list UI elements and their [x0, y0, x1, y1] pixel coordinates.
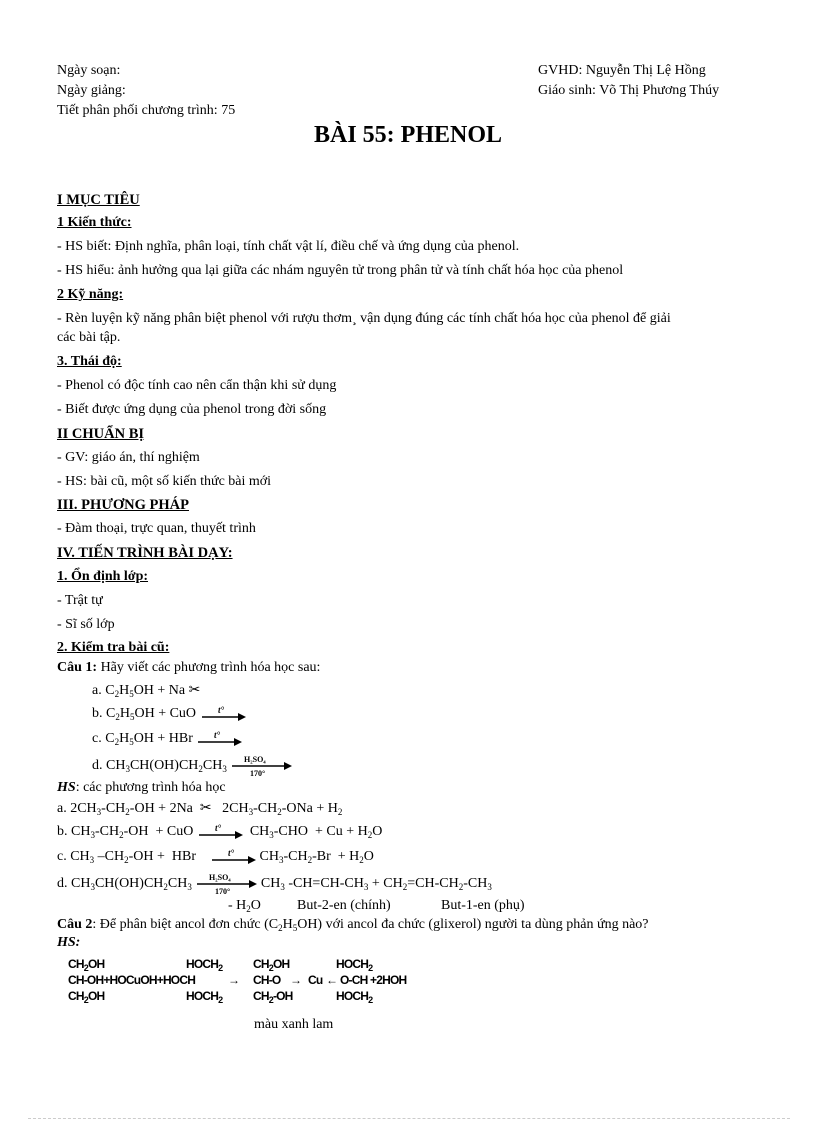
gvhd: GVHD: Nguyễn Thị Lệ Hồng — [538, 63, 706, 78]
answer-d: d. $CH_3CH(OH)CH_2CH_3$ H₂SO₄ 170° $CH_3$ $-CH=CH-CH_3 + CH_2=CH-CH_2-CH_3$ — [57, 873, 492, 896]
answer-b: b. $CH_3-CH_2-OH$ + CuO t° $CH_3$-CHO + $Cu + H_2O$ — [57, 824, 383, 841]
ky-nang-1: - Rèn luyện kỹ năng phân biệt phenol với rượu thơm¸ vận dụng đúng các tính chất hóa học của phenol để giải — [57, 311, 671, 326]
but-2-en-label: But-2-en (chính) — [297, 898, 391, 913]
arrow-t0-icon — [200, 706, 246, 722]
giao-sinh: Giáo sinh: Võ Thị Phương Thúy — [538, 83, 720, 98]
chuan-bi-2: - HS: bài cũ, một số kiến thức bài mới — [57, 474, 272, 489]
answer-d-water: - $H_2O$ — [228, 898, 261, 914]
svg-text:t°: t° — [228, 849, 235, 858]
cau-2-hs-label: HS: — [57, 935, 81, 950]
cau-2-question: Câu 2: Để phân biệt ancol đơn chức $(C_2H_5OH)$ với ancol đa chức (glixerol) người ta dùng phản ứng nào? — [57, 917, 649, 933]
arrow-h2so4-icon — [230, 754, 292, 778]
tiet-phan-phoi: Tiết phân phối chương trình: 75 — [57, 103, 236, 118]
subsection-kien-thuc: 1 Kiến thức: — [57, 215, 132, 230]
page-bottom-divider — [28, 1118, 790, 1119]
page-title: BÀI 55: PHENOL — [313, 122, 502, 148]
hs-answer-label: HS: các phương trình hóa học — [57, 780, 226, 795]
subsection-thai-do: 3. Thái độ: — [57, 354, 122, 369]
on-dinh-2: - Sĩ số lớp — [57, 617, 115, 632]
arrow-t0-icon — [196, 731, 242, 747]
svg-text:t°: t° — [217, 706, 224, 715]
scissors-icon: ✂ — [199, 801, 212, 816]
ngay-soan: Ngày soạn: — [57, 63, 121, 78]
svg-text:170°: 170° — [250, 769, 266, 778]
section-muc-tieu: I MỤC TIÊU — [57, 192, 140, 208]
ngay-giang: Ngày giảng: — [57, 83, 126, 98]
arrow-h2so4-icon — [195, 872, 257, 896]
subsection-on-dinh: 1. Ổn định lớp: — [57, 569, 149, 584]
thai-do-1: - Phenol có độc tính cao nên cẩn thận khi sử dụng — [57, 378, 337, 393]
section-phuong-phap: III. PHƯƠNG PHÁP — [57, 497, 189, 513]
arrow-t0-icon — [197, 824, 243, 840]
but-1-en-label: But-1-en (phụ) — [441, 898, 525, 913]
kien-thuc-2: - HS hiểu: ảnh hưởng qua lại giữa các nhám nguyên tử trong phân tử và tính chất hóa học của phenol — [57, 263, 624, 278]
mau-xanh-lam: màu xanh lam — [254, 1017, 334, 1032]
svg-text:H₂SO₄: H₂SO₄ — [209, 873, 232, 882]
cau-1-c: c. $C_2H_5OH$ + HBr t° — [92, 731, 242, 747]
kien-thuc-1: - HS biết: Định nghĩa, phân loại, tính chất vật lí, điều chế và ứng dụng của phenol. — [57, 239, 520, 254]
svg-text:170°: 170° — [215, 887, 231, 896]
svg-text:H₂SO₄: H₂SO₄ — [244, 755, 267, 764]
scissors-icon: ✂ — [188, 683, 201, 698]
answer-c: c. $CH_3$ $-CH_2-OH$ + HBr t° $CH_3-CH_2-Br + H_2O$ — [57, 849, 374, 866]
ky-nang-2: các bài tập. — [57, 330, 121, 345]
arrow-t0-icon — [210, 849, 256, 865]
on-dinh-1: - Trật tự — [57, 593, 103, 608]
answer-a: a. $2CH_3-CH_2-OH + 2Na$ ✂ $2CH_3-CH_2$-ONa + $H_2$ — [57, 801, 343, 817]
phuong-phap-1: - Đàm thoại, trực quan, thuyết trình — [57, 521, 256, 536]
subsection-kiem-tra: 2. Kiểm tra bài cũ: — [57, 640, 170, 655]
cau-1-b: b. $C_2H_5OH$ + CuO t° — [92, 706, 246, 722]
cau-1-a: a. $C_2H_5OH + Na$ ✂ — [92, 683, 201, 699]
cau-1-d: d. $CH_3CH(OH)CH_2CH_3$ H₂SO₄ 170° — [92, 754, 292, 778]
chuan-bi-1: - GV: giáo án, thí nghiệm — [57, 450, 200, 465]
section-chuan-bi: II CHUẨN BỊ — [57, 426, 145, 442]
svg-text:t°: t° — [214, 824, 221, 833]
cau-1-question: Câu 1: Hãy viết các phương trình hóa học sau: — [57, 660, 321, 675]
svg-text:t°: t° — [214, 731, 221, 740]
section-tien-trinh: IV. TIẾN TRÌNH BÀI DẠY: — [57, 545, 233, 561]
subsection-ky-nang: 2 Kỹ năng: — [57, 287, 124, 302]
thai-do-2: - Biết được ứng dụng của phenol trong đời sống — [57, 402, 327, 417]
